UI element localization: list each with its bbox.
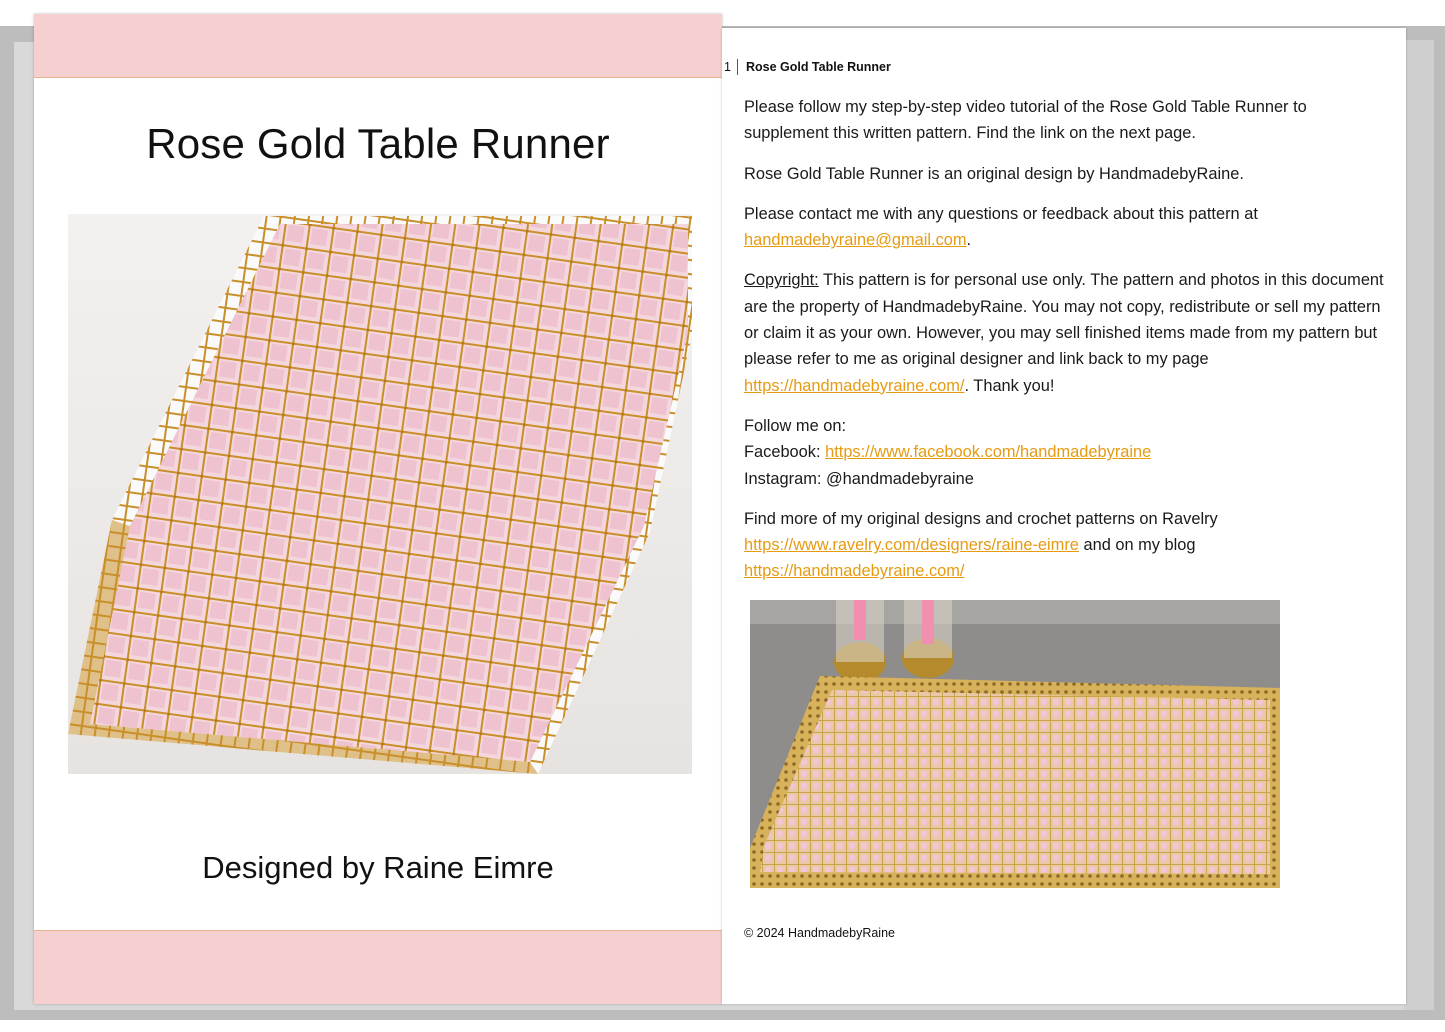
- top-pink-band: [34, 14, 722, 78]
- blog-link[interactable]: https://handmadebyraine.com/: [744, 562, 965, 581]
- running-header: [722, 58, 891, 76]
- bottom-pink-band: [34, 930, 722, 1004]
- page-stack-edge: [1404, 40, 1434, 1010]
- email-link[interactable]: handmadebyraine@gmail.com: [744, 231, 967, 250]
- copyright-paragraph: [744, 267, 1394, 398]
- facebook-label: Facebook:: [744, 443, 826, 462]
- contact-end: .: [966, 231, 972, 250]
- contact-text: Please contact me with any questions or feedback about this pattern at: [744, 204, 1258, 223]
- video-tutorial-paragraph: Please follow my step-by-step video tutorial of the Rose Gold Table Runner to supplement this written pattern. Find the link on the next page.: [744, 98, 1307, 143]
- ravelry-link[interactable]: https://www.ravelry.com/designers/raine-eimre: [744, 536, 1079, 555]
- ravelry-text: Find more of my original designs and crochet patterns on Ravelry: [744, 509, 1218, 528]
- facebook-link[interactable]: https://www.facebook.com/handmadebyraine: [825, 443, 1152, 462]
- copyright-label: Copyright:: [744, 271, 819, 290]
- header-title: Rose Gold Table Runner: [745, 60, 891, 74]
- follow-label: Follow me on:: [744, 416, 847, 435]
- instagram-handle: Instagram: @handmadebyraine: [744, 469, 974, 488]
- thank-you-text: . Thank you!: [964, 376, 1055, 395]
- site-link[interactable]: https://handmadebyraine.com/: [744, 376, 965, 395]
- ravelry-paragraph: [744, 506, 1394, 585]
- cover-title: Rose Gold Table Runner: [146, 120, 610, 167]
- copyright-text: This pattern is for personal use only. The pattern and photos in this document are the property of HandmadebyRaine. You may not copy, redistribute or sell my pattern or claim it as your own. However, you may sell finished items made from my pattern but please refer to me as original designer and link back to my page: [744, 271, 1384, 369]
- contact-paragraph: [744, 201, 1394, 254]
- cover-page: [34, 14, 722, 1004]
- original-design-paragraph: Rose Gold Table Runner is an original design by HandmadebyRaine.: [744, 164, 1244, 183]
- crochet-table-runner-photo: [68, 214, 692, 774]
- cover-author: Designed by Raine Eimre: [202, 850, 554, 885]
- copyright-footer: © 2024 HandmadebyRaine: [744, 926, 895, 940]
- page-number: 1: [722, 59, 738, 75]
- intro-text: [744, 94, 1394, 599]
- pattern-intro-page: [722, 28, 1406, 1004]
- blog-text: and on my blog: [1078, 536, 1196, 555]
- table-runner-on-table-photo: [750, 600, 1280, 888]
- follow-paragraph: [744, 413, 1394, 492]
